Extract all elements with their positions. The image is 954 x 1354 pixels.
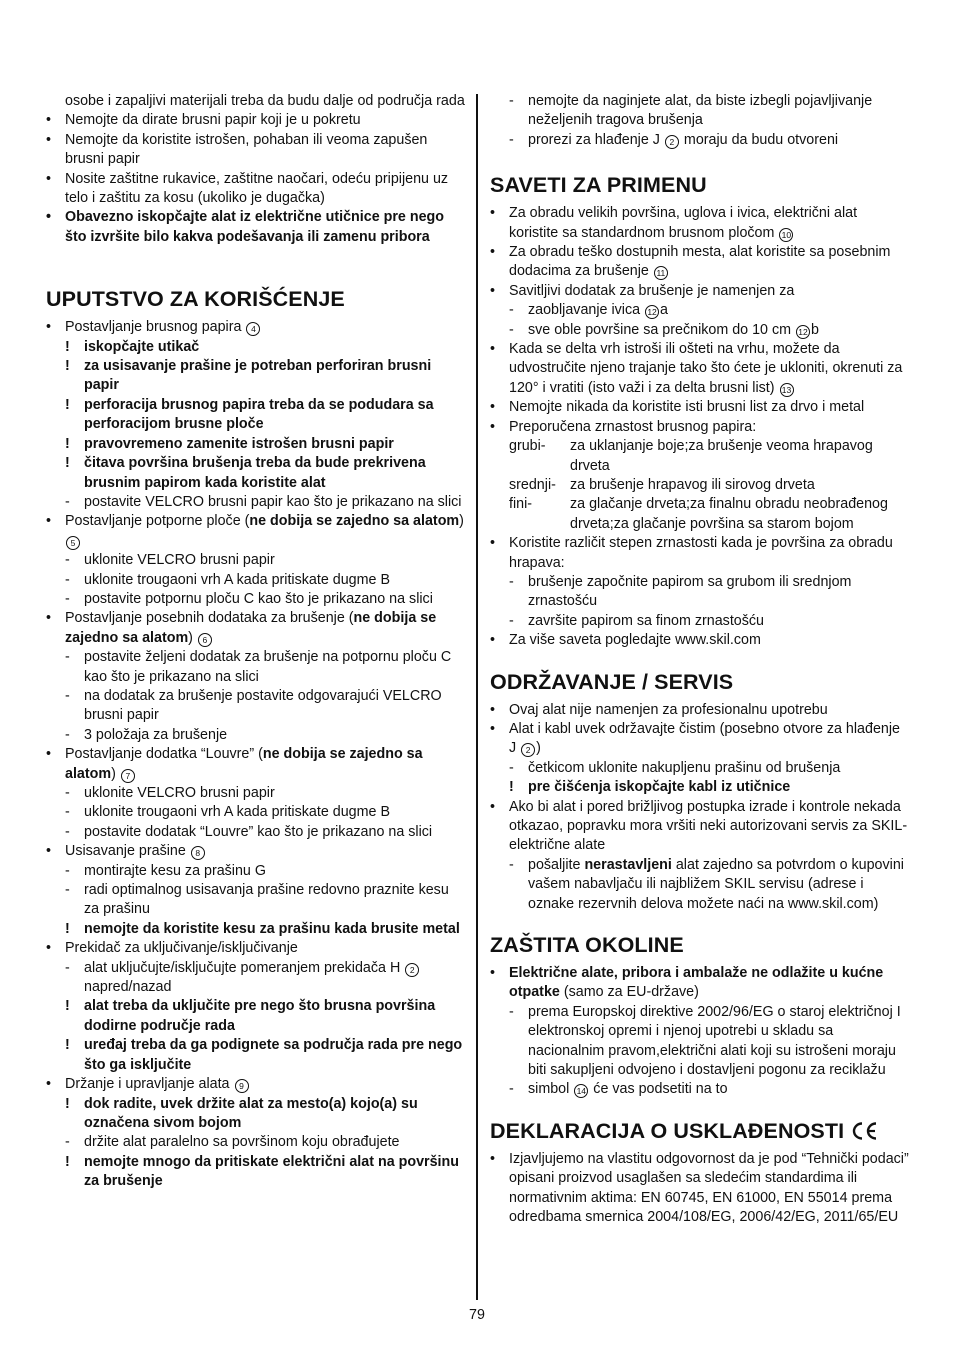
section-title-usage: UPUTSTVO ZA KORIŠĆENJE — [46, 287, 345, 312]
warning-item: ! nemojte da koristite kesu za prašinu kada brusite metal — [65, 920, 460, 937]
list-item: • Obavezno iskopčajte alat iz električne utičnice pre nego što izvršite bilo kakva podešavanja ili zamenu pribora — [46, 209, 444, 245]
figure-ref: 5 — [66, 536, 80, 550]
list-item: • Nemojte da dirate brusni papir koji je u pokretu — [46, 112, 361, 129]
sub-item: - uklonite trougaoni vrh A kada pritiskate dugme B — [65, 571, 390, 588]
warning-item: ! pravovremeno zamenite istrošen brusni papir — [65, 435, 394, 452]
section-title-maintenance: ODRŽAVANJE / SERVIS — [490, 669, 734, 694]
figure-ref: 4 — [246, 322, 260, 336]
sub-item: - montirajte kesu za prašinu G — [65, 862, 266, 879]
list-item: • Savitljivi dodatak za brušenje je namenjen za — [490, 282, 795, 299]
right-column — [490, 92, 910, 1228]
figure-ref: 11 — [654, 266, 668, 280]
warning-item: ! iskopčajte utikač — [65, 338, 200, 355]
figure-ref: 12 — [645, 305, 659, 319]
warning-item: ! pre čišćenja iskopčajte kabl iz utičnice — [509, 779, 791, 796]
figure-ref: 9 — [235, 1079, 249, 1093]
figure-ref: 2 — [521, 743, 535, 757]
sub-item: - brušenje započnite papirom sa grubom ili srednjom zrnastošću — [509, 573, 852, 610]
sub-item: - završite papirom sa finom zrnastošću — [509, 612, 764, 629]
paragraph: osobe i zapaljivi materijali treba da budu dalje od područja rada — [65, 93, 465, 109]
list-item: • Postavljanje potporne ploče (ne dobija se zajedno sa alatom) 5 — [46, 513, 464, 548]
sub-item: - prorezi za hlađenje J 2 moraju da budu otvoreni — [509, 131, 839, 148]
figure-ref: 2 — [665, 135, 679, 149]
figure-ref: 6 — [198, 633, 212, 647]
list-item: • Kada se delta vrh istroši ili ošteti na vrhu, možete da udvostručite njeno trajanje tako što ćete je ukloniti, okrenuti za 120° i vratiti (isto važi i za delta brusni list) 13 — [490, 341, 903, 396]
list-item: • Za više saveta pogledajte www.skil.com — [490, 632, 761, 649]
figure-ref: 8 — [191, 846, 205, 860]
left-column — [46, 92, 466, 1192]
sub-item: - postavite dodatak “Louvre” kao što je prikazano na slici — [65, 823, 433, 840]
list-item: • Izjavljujemo na vlastitu odgovornost da je pod “Tehnički podaci” opisani proizvod usaglašen sa sledećim standardima ili normativnim aktima: EN 60745, EN 61000, EN 55014 prema odredbama smernica 2004/108/EG, 2006/42/EG, 2011/65/EU — [490, 1150, 909, 1226]
list-item: • Za obradu velikih površina, uglova i ivica, električni alat koristite sa standardnom brusnom pločom 10 — [490, 205, 858, 241]
warning-item: ! za usisavanje prašine je potreban perforiran brusni papir — [65, 358, 432, 394]
list-item: • Nemojte nikada da koristite isti brusni list za drvo i metal — [490, 399, 865, 416]
sub-item: - postavite VELCRO brusni papir kao što je prikazano na slici — [65, 493, 462, 510]
sub-item: - pošaljite nerastavljeni alat zajedno sa potvrdom o kupovini vašem nabavljaču ili najbližem SKIL servisu (adrese i oznake rezervnih delova možete naći na www.skil.com) — [509, 856, 904, 912]
sub-item: - postavite potpornu ploču C kao što je prikazano na slici — [65, 590, 433, 607]
figure-ref: 12 — [796, 325, 810, 339]
grit-row: grubi- za uklanjanje boje;za brušenje veoma hrapavog drveta — [509, 438, 873, 474]
list-item: • Postavljanje dodatka “Louvre” (ne dobija se zajedno sa alatom) 7 — [46, 746, 423, 782]
figure-ref: 13 — [780, 383, 794, 397]
list-item: • Električne alate, pribora i ambalaže ne odlažite u kućne otpatke (samo za EU-države) — [490, 965, 884, 1001]
warning-item: ! nemojte mnogo da pritiskate električni alat na površinu za brušenje — [65, 1153, 459, 1190]
sub-item: - uklonite trougaoni vrh A kada pritiskate dugme B — [65, 804, 390, 821]
grit-row: fini- za glačanje drveta;za finalnu obradu neobrađenog drveta;za glačanje površina sa starom bojom — [509, 496, 888, 532]
list-item: • Za obradu teško dostupnih mesta, alat koristite sa posebnim dodacima za brušenje 11 — [490, 244, 891, 280]
sub-item: - prema Europskoj direktive 2002/96/EG o staroj električnoj I elektronskoj opremi i njenoj upotrebi u skladu sa nacionalnim pravom,električni alati koji su istrošeni moraju biti sakupljeni odvojeno i dostavljeni pogonu za reciklažu — [509, 1003, 901, 1079]
list-item: • Usisavanje prašine 8 — [46, 842, 466, 861]
list-item: • Držanje i upravljanje alata 9 — [46, 1075, 466, 1094]
sub-item: - zaobljavanje ivica 12 a — [509, 302, 668, 319]
grit-row: srednji- za brušenje hrapavog ili sirovog drveta — [509, 476, 815, 493]
list-item: • Ako bi alat i pored brižljivog postupka izrade i kontrole nekada otkazao, popravku mora vršiti neki autorizovani servis za SKIL-električne alate — [490, 798, 908, 854]
warning-item: ! dok radite, uvek držite alat za mesto(a) kojo(a) su označena sivom bojom — [65, 1095, 418, 1131]
section-title-tips: SAVETI ZA PRIMENU — [490, 173, 707, 198]
warning-item: ! čitava površina brušenja treba da bude prekrivena brusnim papirom kada koristite alat — [65, 455, 426, 491]
figure-ref: 2 — [405, 963, 419, 977]
sub-item: - na dodatak za brušenje postavite odgovarajući VELCRO brusni papir — [65, 687, 442, 724]
warning-item: ! uređaj treba da ga podignete sa područja rada pre nego što ga isključite — [65, 1037, 463, 1073]
list-item: • Koristite različit stepen zrnastosti kada je površina za obradu hrapava: — [490, 535, 893, 571]
warning-item: ! perforacija brusnog papira treba da se podudara sa perforacijom brusne ploče — [65, 396, 434, 433]
list-item: • Postavljanje posebnih dodataka za brušenje (ne dobija se zajedno sa alatom) 6 — [46, 610, 437, 646]
sub-item: - sve oble površine sa prečnikom do 10 cm 12 b — [509, 321, 819, 338]
sub-item: - uklonite VELCRO brusni papir — [65, 552, 275, 569]
sub-item: - nemojte da naginjete alat, da biste izbegli pojavljivanje neželjenih tragova brušenja — [509, 93, 873, 129]
sub-item: - četkicom uklonite nakupljenu prašinu od brušenja — [509, 759, 841, 776]
sub-item: - 3 položaja za brušenje — [65, 726, 228, 743]
ce-mark-icon — [850, 1121, 878, 1141]
section-title-environment: ZAŠTITA OKOLINE — [490, 933, 684, 958]
list-item: • Ovaj alat nije namenjen za profesionalnu upotrebu — [490, 701, 828, 718]
page-number: 79 — [469, 1307, 485, 1323]
section-title-declaration: DEKLARACIJA O USKLAĐENOSTI — [490, 1118, 910, 1144]
warning-item: ! alat treba da uključite pre nego što brusna površina dodirne područje rada — [65, 998, 436, 1034]
figure-ref: 10 — [779, 228, 793, 242]
sub-item: - postavite željeni dodatak za brušenje na potpornu ploču C kao što je prikazano na slici — [65, 649, 452, 685]
sub-item: - držite alat paralelno sa površinom koju obrađujete — [65, 1134, 400, 1151]
list-item: • Nemojte da koristite istrošen, pohaban ili veoma zapušen brusni papir — [46, 131, 428, 168]
sub-item: - simbol 14 će vas podsetiti na to — [509, 1081, 728, 1098]
sub-item: - radi optimalnog usisavanja prašine redovno praznite kesu za prašinu — [65, 882, 449, 918]
figure-ref: 14 — [574, 1084, 588, 1098]
list-item: • Preporučena zrnastost brusnog papira: — [490, 418, 757, 435]
list-item: • Postavljanje brusnog papira 4 — [46, 318, 466, 337]
list-item: • Nosite zaštitne rukavice, zaštitne naočari, odeću pripijenu uz telo i zaštitu za kosu (ukoliko je dugačka) — [46, 170, 449, 207]
sub-item: - uklonite VELCRO brusni papir — [65, 785, 275, 801]
sub-item: - alat uključujte/isključujte pomeranjem prekidača H 2 napred/nazad — [46, 959, 466, 998]
list-item: • Prekidač za uključivanje/isključivanje — [46, 940, 298, 957]
list-item: • Alat i kabl uvek održavajte čistim (posebno otvore za hlađenje J 2 ) — [490, 720, 900, 757]
figure-ref: 7 — [121, 769, 135, 783]
column-divider — [476, 94, 478, 1300]
